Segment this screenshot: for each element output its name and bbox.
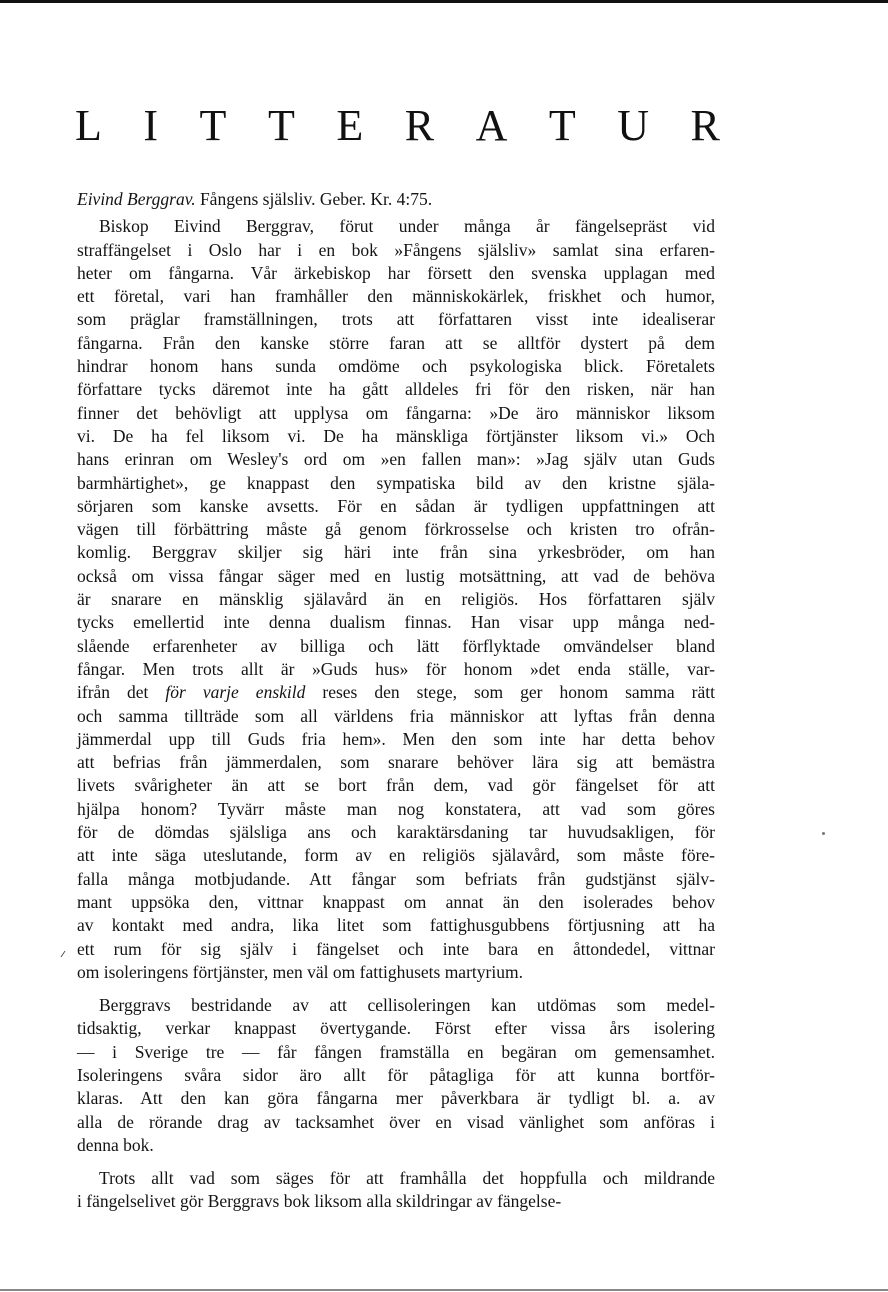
text-line: författare tycks däremot inte ha gått alldeles fri för den risken, när han bbox=[77, 379, 715, 400]
text-line: straffängelset i Oslo har i en bok »Fångens själsliv» samlat sina erfaren- bbox=[77, 239, 715, 260]
text-line: livets svårigheter än att se bort från dem, vad gör fängelset för att bbox=[77, 775, 715, 796]
text-line: fångar. Men trots allt är »Guds hus» för honom »det enda ställe, var- bbox=[77, 658, 715, 679]
text-line: barmhärtighet», ge knappast den sympatiska bild av den kristne själa- bbox=[77, 472, 715, 493]
paragraph-3 bbox=[77, 994, 715, 1157]
text-line: sörjaren som kanske avsetts. För en sådan är tydligen uppfattningen att bbox=[77, 495, 715, 516]
text-line: hindrar honom hans sunda omdöme och psykologiska blick. Företalets bbox=[77, 356, 715, 377]
text-line: och samma tillträde som all världens fria människor att lyftas från denna bbox=[77, 705, 715, 726]
text-line: klaras. Att den kan göra fångarna mer påverkbara är tydligt bl. a. av bbox=[77, 1088, 715, 1109]
text-line: ett företal, vari han framhåller den människokärlek, friskhet och humor, bbox=[77, 286, 715, 307]
text-line: falla många motbjudande. Att fångar som befriats från gudstjänst själv- bbox=[77, 868, 715, 889]
text-line: hans erinran om Wesley's ord om »en fallen man»: »Jag själv utan Guds bbox=[77, 449, 715, 470]
citation-line bbox=[77, 188, 715, 211]
text-line: denna bok. bbox=[77, 1134, 154, 1155]
text-line bbox=[77, 681, 715, 704]
text-line: hjälpa honom? Tyvärr måste man nog konstatera, att vad som göres bbox=[77, 798, 715, 819]
emphasis-after: reses den stege, som ger honom samma rätt bbox=[305, 682, 715, 703]
emphasis-phrase: för varje enskild bbox=[165, 682, 306, 703]
title-letter: E bbox=[336, 101, 364, 150]
text-line: också om vissa fångar säger med en lustig motsättning, att vad de behöva bbox=[77, 565, 715, 586]
text-line: om isoleringens förtjänster, men väl om fattighusets martyrium. bbox=[77, 961, 523, 982]
text-line: vägen till förbättring måste gå genom förkrosselse och kristen tro ofrån- bbox=[77, 519, 715, 540]
text-line: Biskop Eivind Berggrav, förut under många år fängelsepräst vid bbox=[99, 216, 715, 237]
text-line: i fängelselivet gör Berggravs bok liksom alla skildringar av fängelse- bbox=[77, 1191, 562, 1212]
text-line: ett rum för sig själv i fängelset och inte bara en åttondedel, vittnar bbox=[77, 938, 715, 959]
title-letter: R bbox=[690, 101, 720, 150]
title-letter: I bbox=[143, 101, 159, 150]
review-author: Eivind Berggrav. bbox=[77, 189, 196, 209]
text-line: — i Sverige tre — får fången framställa en begäran om gemensamhet. bbox=[77, 1041, 715, 1062]
text-line: är snarare en mänsklig själavård än en religiös. Hos författaren själv bbox=[77, 589, 715, 610]
title-letter: R bbox=[404, 101, 435, 150]
title-letter: A bbox=[475, 101, 508, 150]
margin-dot bbox=[822, 832, 825, 835]
title-letter: L bbox=[75, 101, 102, 150]
text-line: finner det behövligt att upplysa om fångarna: »De äro människor liksom bbox=[77, 402, 715, 423]
paragraph-1 bbox=[77, 215, 715, 984]
title-letter: T bbox=[267, 101, 295, 150]
title-letter: U bbox=[617, 101, 650, 150]
bottom-border bbox=[0, 1289, 888, 1291]
review-citation bbox=[77, 188, 715, 211]
page-title bbox=[75, 100, 720, 152]
text-line: slående erfarenheter av billiga och lätt förflyktade omvändelser bland bbox=[77, 635, 715, 656]
article-body bbox=[77, 188, 715, 1214]
text-line: att befrias från jämmerdalen, som snarare behöver lära sig att bemästra bbox=[77, 752, 715, 773]
text-line: alla de rörande drag av tacksamhet över en visad vänlighet som anföras i bbox=[77, 1111, 715, 1132]
text-line: att inte säga uteslutande, form av en religiös själavård, som måste före- bbox=[77, 845, 715, 866]
text-line: Berggravs bestridande av att cellisoleringen kan utdömas som medel- bbox=[99, 995, 715, 1016]
top-border bbox=[0, 0, 888, 3]
text-line: Trots allt vad som säges för att framhålla det hoppfulla och mildrande bbox=[99, 1168, 715, 1189]
text-line: tidsaktig, verkar knappast övertygande. Först efter vissa års isolering bbox=[77, 1018, 715, 1039]
text-line: mant uppsöka den, vittnar knappast om annat än den isolerades behov bbox=[77, 891, 715, 912]
text-line: Isoleringens svåra sidor äro allt för påtagliga för att kunna bortför- bbox=[77, 1064, 715, 1085]
emphasis-before: ifrån det bbox=[77, 682, 166, 703]
book-citation: Fångens själsliv. Geber. Kr. 4:75. bbox=[195, 189, 433, 209]
title-letter: T bbox=[199, 101, 227, 150]
title-letter: T bbox=[548, 101, 576, 150]
text-line: fångarna. Från den kanske större faran att se alltför dystert på dem bbox=[77, 332, 715, 353]
text-line: jämmerdal upp till Guds fria hem». Men den som inte har detta behov bbox=[77, 728, 715, 749]
paragraph-4 bbox=[77, 1167, 715, 1214]
text-line: som präglar framställningen, trots att författaren visst inte idealiserar bbox=[77, 309, 715, 330]
text-line: för de dömdas själsliga ans och karaktärsdaning tar huvudsakligen, för bbox=[77, 822, 715, 843]
text-line: av kontakt med andra, lika litet som fattighusgubbens förtjusning att ha bbox=[77, 915, 715, 936]
margin-pencil-mark bbox=[60, 950, 66, 958]
text-line: komlig. Berggrav skiljer sig häri inte från sina yrkesbröder, om han bbox=[77, 542, 715, 563]
text-line: vi. De ha fel liksom vi. De ha mänskliga förtjänster liksom vi.» Och bbox=[77, 425, 715, 446]
text-line: heter om fångarna. Vår ärkebiskop har försett den svenska upplagan med bbox=[77, 262, 715, 283]
text-line: tycks emellertid inte denna dualism finnas. Han visar upp många ned- bbox=[77, 612, 715, 633]
